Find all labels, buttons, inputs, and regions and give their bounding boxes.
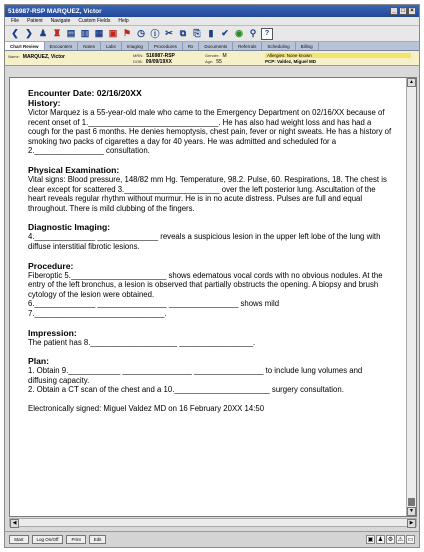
patient-list-icon[interactable]: ♜: [52, 28, 62, 38]
tab-labs[interactable]: Labs: [101, 42, 122, 50]
close-button[interactable]: ×: [408, 7, 416, 15]
age-value: 55: [216, 59, 222, 65]
dob-label: DOB:: [133, 59, 143, 64]
tab-documents[interactable]: Documents: [199, 42, 233, 50]
clock-icon[interactable]: ◷: [137, 28, 145, 38]
tab-rx[interactable]: Rx: [183, 42, 200, 50]
plan-heading: Plan:: [28, 356, 50, 367]
signature-section: [28, 404, 392, 414]
gender-value: M: [222, 53, 227, 59]
patient-icon[interactable]: ♟: [38, 28, 48, 38]
horizontal-scrollbar[interactable]: [9, 518, 417, 527]
tab-notes[interactable]: Notes: [78, 42, 101, 50]
calendar-icon[interactable]: ▣: [108, 28, 118, 38]
encounter-section: [28, 88, 392, 156]
chart-tabs: [5, 42, 419, 51]
paste-icon[interactable]: ⎘: [193, 28, 201, 38]
menu-patient[interactable]: Patient: [27, 18, 43, 24]
menu-custom-fields[interactable]: Custom Fields: [78, 18, 111, 24]
procedure-text-1: Fiberoptic 5.______________________ shows edematous vocal cords with no obvious nodules. At the entry of the left bronchus, a lesion is observed that partially obstructs the opening. A biopsy and brush cytology of the lesion were obtained.: [28, 270, 383, 299]
name-label: Name:: [8, 54, 20, 59]
age-label: Age:: [205, 59, 214, 64]
scroll-left-icon[interactable]: ◀: [10, 519, 19, 528]
print-button[interactable]: Print: [66, 535, 85, 544]
impression-heading: Impression:: [28, 327, 77, 338]
folder-icon[interactable]: ▭: [407, 537, 414, 543]
orders-icon[interactable]: ▦: [94, 28, 104, 38]
minimize-button[interactable]: _: [390, 7, 398, 15]
tab-chart-review[interactable]: Chart Review: [5, 42, 45, 50]
checkmark-icon[interactable]: ✔: [221, 28, 229, 38]
cut-icon[interactable]: ✂: [165, 28, 173, 38]
lock-icon[interactable]: ▣: [367, 537, 374, 543]
log-on-off-button[interactable]: Log On/Off: [32, 535, 64, 544]
history-heading: History:: [28, 98, 61, 108]
procedure-text-3: 7.______________________________.: [28, 308, 167, 318]
patient-age: [205, 59, 222, 65]
window-title: 516987-RSP MARQUEZ, Victor: [8, 7, 102, 15]
tab-procedures[interactable]: Procedures: [149, 42, 183, 50]
help-icon[interactable]: ?: [261, 28, 273, 40]
start-button[interactable]: Start: [9, 535, 29, 544]
lab-flag-icon[interactable]: ⚑: [122, 28, 132, 38]
gender-label: Gender:: [205, 53, 220, 58]
allergies-badge: Allergies: None known: [265, 53, 411, 58]
info-icon[interactable]: ⓘ: [150, 29, 160, 39]
plan-section: [28, 356, 392, 395]
encounter-note: [10, 78, 406, 516]
patient-name: [8, 54, 65, 60]
menu-help[interactable]: Help: [118, 18, 129, 24]
settings-icon[interactable]: ⚙: [387, 537, 394, 543]
status-bar: [5, 531, 419, 547]
exam-heading: Physical Examination:: [28, 164, 120, 175]
scroll-down-icon[interactable]: ▼: [407, 507, 416, 516]
forward-arrow-icon[interactable]: ❯: [25, 28, 33, 38]
tab-referrals[interactable]: Referrals: [233, 42, 262, 50]
scroll-thumb[interactable]: [408, 498, 415, 506]
refresh-icon[interactable]: ◉: [235, 28, 243, 38]
plan-text-1: 1. Obtain 9.____________ ________________ ________________ to include lung volumes and diffusing capacity.: [28, 366, 363, 385]
back-arrow-icon[interactable]: ❮: [11, 28, 19, 38]
mrn-value: 516987-RSP: [146, 53, 175, 59]
warning-icon[interactable]: ⚠: [397, 537, 404, 543]
dob-value: 09/09/19XX: [145, 59, 172, 65]
exam-section: [28, 165, 392, 213]
patient-dob: [133, 59, 172, 65]
vertical-scrollbar[interactable]: [406, 78, 416, 516]
menu-bar: [5, 17, 419, 26]
imaging-section: [28, 222, 392, 251]
trash-icon[interactable]: ▮: [208, 28, 214, 38]
signature-text: Electronically signed: Miguel Valdez MD on 16 February 20XX 14:50: [28, 403, 265, 413]
chart-icon[interactable]: ▤: [66, 28, 76, 38]
imaging-heading: Diagnostic Imaging:: [28, 222, 111, 233]
status-icons: [366, 535, 415, 544]
ehr-window: [4, 4, 420, 548]
impression-section: [28, 328, 392, 348]
scroll-right-icon[interactable]: ▶: [407, 519, 416, 528]
mrn-label: MRN:: [133, 53, 144, 58]
menu-navigate[interactable]: Navigate: [50, 18, 71, 24]
plan-text-2: 2. Obtain a CT scan of the chest and a 10.______________________ surgery consultation.: [28, 385, 344, 395]
document-pane: [9, 77, 417, 517]
search-icon[interactable]: ⚲: [249, 28, 257, 38]
menu-file[interactable]: File: [11, 18, 20, 24]
history-text: Victor Marquez is a 55-year-old male who came to the Emergency Department on 02/16/XX because of recent onset of 1.______________________________. He has also had weight loss and has had a cough for the past 6 months. He denies hemoptysis, chest pain, fever or night sweats. He has a history of smoking two packs of cigarettes a day for 40 years. He was admitted and scheduled for a 2.________________ consultation.: [28, 108, 392, 156]
scroll-up-icon[interactable]: ▲: [407, 78, 416, 87]
title-bar: [5, 5, 419, 17]
tab-scheduling[interactable]: Scheduling: [262, 42, 295, 50]
tab-encounters[interactable]: Encounters: [45, 42, 79, 50]
tab-billing[interactable]: Billing: [296, 42, 319, 50]
edit-button[interactable]: Edit: [89, 535, 107, 544]
patient-banner: [5, 51, 419, 66]
window-controls: [390, 7, 416, 15]
procedure-text-2: 6.______________ ________________ ________________ shows mild: [28, 299, 280, 309]
procedure-heading: Procedure:: [28, 260, 74, 271]
maximize-button[interactable]: □: [399, 7, 407, 15]
name-value: MARQUEZ, Victor: [22, 54, 65, 60]
procedure-section: [28, 261, 392, 319]
exam-text: Vital signs: Blood pressure, 148/82 mm Hg. Temperature, 98.2. Pulse, 60. Respirations, 18. The chest is clear except for scattered 3.______________________ over the left posterior lung. Ascultation of the heart reveals regular rhythm without murmur. He is in no acute distress. Pulses are full and equal throughout. There is mild clubbing of the fingers.: [28, 174, 387, 213]
impression-text: The patient has 8.____________________ _________________.: [28, 337, 256, 347]
pcp-label: PCP: Valdez, Miguel MD: [265, 59, 317, 64]
encounter-date: Encounter Date: 02/16/20XX: [28, 88, 142, 98]
copy-icon[interactable]: ⧉: [179, 28, 187, 38]
toolbar: [5, 26, 419, 42]
imaging-text: 4.______________ ______________ reveals a suspicious lesion in the upper left lobe of the lung with diffuse interstitial fibrotic lesions.: [28, 232, 381, 251]
tab-imaging[interactable]: Imaging: [122, 42, 149, 50]
notes-icon[interactable]: ▥: [80, 28, 90, 38]
user-icon[interactable]: ♟: [377, 537, 384, 543]
